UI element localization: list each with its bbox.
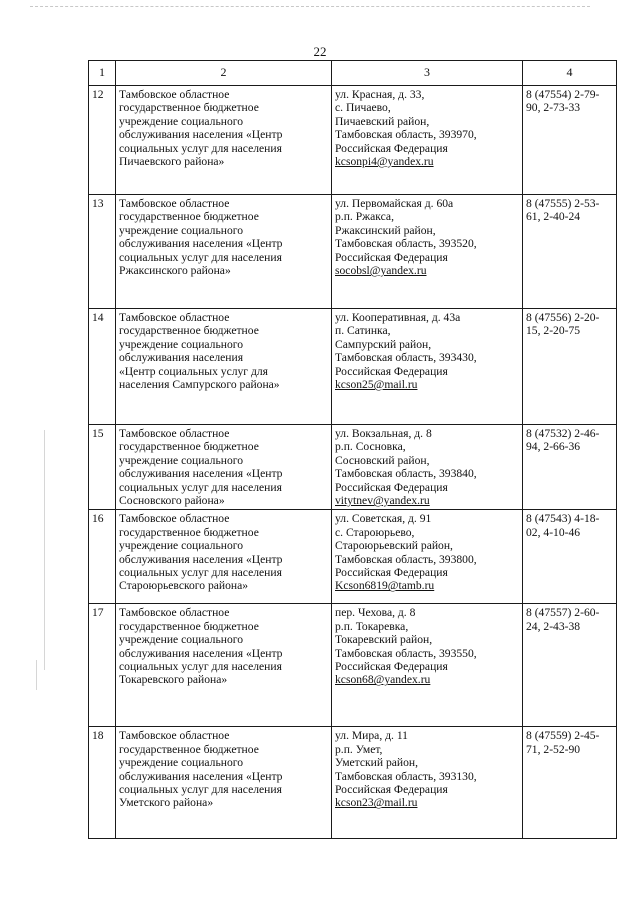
address-line: ул. Мира, д. 11	[335, 729, 408, 743]
email-link[interactable]: Kcson6819@tamb.ru	[335, 579, 435, 593]
organization-name	[116, 510, 332, 604]
address-line: Тамбовская область, 393520,	[335, 237, 477, 251]
organization-name-line: обслуживания населения «Центр	[119, 467, 283, 481]
email-link[interactable]: kcson25@mail.ru	[335, 378, 418, 392]
address-line: с. Староюрьево,	[335, 525, 415, 539]
scan-artifact-top-line	[30, 6, 590, 7]
table-header-row	[89, 61, 617, 86]
organization-name-line: Тамбовское областное	[119, 512, 230, 526]
row-number: 13	[89, 195, 116, 309]
address-line: Пичаевский район,	[335, 114, 430, 128]
organization-name	[116, 727, 332, 839]
address-line: Российская Федерация	[335, 660, 448, 674]
address-line: Российская Федерация	[335, 141, 448, 155]
scan-artifact-margin-line	[44, 430, 45, 670]
organization-name	[116, 309, 332, 425]
table-row	[89, 425, 617, 510]
organization-name-line: государственное бюджетное	[119, 440, 259, 454]
address-line: ул. Красная, д. 33,	[335, 88, 425, 101]
organization-name-line: Тамбовское областное	[119, 88, 230, 101]
address-line: Сосновский район,	[335, 453, 430, 467]
organization-name-line: государственное бюджетное	[119, 324, 259, 338]
address-line: Староюрьевский район,	[335, 539, 453, 553]
email-link[interactable]: socobsl@yandex.ru	[335, 264, 427, 278]
address-line: ул. Советская, д. 91	[335, 512, 432, 526]
phone-numbers: 8 (47543) 4-18-02, 4-10-46	[523, 510, 617, 604]
address-line: р.п. Сосновка,	[335, 440, 406, 454]
organization-name-line: обслуживания населения «Центр	[119, 552, 283, 566]
table-row	[89, 195, 617, 309]
address-line: Российская Федерация	[335, 364, 448, 378]
organization-name-line: учреждение социального	[119, 633, 244, 647]
organizations-table	[88, 60, 617, 839]
scan-artifact-margin-tick	[36, 660, 37, 690]
row-number: 16	[89, 510, 116, 604]
phone-numbers: 8 (47532) 2-46-94, 2-66-36	[523, 425, 617, 510]
table-row	[89, 309, 617, 425]
phone-numbers: 8 (47559) 2-45-71, 2-52-90	[523, 727, 617, 839]
organization-name-line: учреждение социального	[119, 756, 244, 770]
address-line: с. Пичаево,	[335, 101, 391, 115]
organization-name-line: обслуживания населения «Центр	[119, 128, 283, 142]
organization-name-line: обслуживания населения	[119, 351, 244, 365]
organization-name-line: государственное бюджетное	[119, 525, 259, 539]
email-link[interactable]: vitytnev@yandex.ru	[335, 494, 430, 508]
organization-address	[332, 425, 523, 510]
organization-name-line: социальных услуг для населения	[119, 660, 282, 674]
organization-name-line: государственное бюджетное	[119, 742, 259, 756]
organization-name	[116, 195, 332, 309]
email-link[interactable]: kcson23@mail.ru	[335, 796, 418, 810]
phone-numbers: 8 (47556) 2-20-15, 2-20-75	[523, 309, 617, 425]
row-number: 18	[89, 727, 116, 839]
email-link[interactable]: kcsonpi4@yandex.ru	[335, 155, 434, 169]
organization-name-line: социальных услуг для населения	[119, 250, 282, 264]
table-row	[89, 727, 617, 839]
address-line: Российская Федерация	[335, 480, 448, 494]
organization-name-line: Пичаевского района»	[119, 155, 225, 169]
email-link[interactable]: kcson68@yandex.ru	[335, 673, 431, 687]
organization-name-line: социальных услуг для населения	[119, 783, 282, 797]
organization-name-line: Тамбовское областное	[119, 311, 230, 324]
address-line: пер. Чехова, д. 8	[335, 606, 416, 620]
organization-name-line: государственное бюджетное	[119, 101, 259, 115]
organization-name-line: Сосновского района»	[119, 494, 225, 508]
address-line: Российская Федерация	[335, 566, 448, 580]
address-line: р.п. Токаревка,	[335, 619, 409, 633]
organization-name-line: обслуживания населения «Центр	[119, 769, 283, 783]
organization-name-line: социальных услуг для населения	[119, 141, 282, 155]
row-number: 12	[89, 86, 116, 195]
address-line: Российская Федерация	[335, 783, 448, 797]
organization-address	[332, 510, 523, 604]
address-line: Ржаксинский район,	[335, 223, 436, 237]
organization-name-line: государственное бюджетное	[119, 210, 259, 224]
organization-name-line: «Центр социальных услуг для	[119, 364, 268, 378]
organization-name-line: государственное бюджетное	[119, 619, 259, 633]
organization-name-line: социальных услуг для населения	[119, 566, 282, 580]
organization-name-line: Тамбовское областное	[119, 606, 230, 620]
organization-name-line: Токаревского района»	[119, 673, 228, 687]
table-row	[89, 604, 617, 727]
address-line: Тамбовская область, 393550,	[335, 646, 477, 660]
address-line: Российская Федерация	[335, 250, 448, 264]
organization-name-line: учреждение социального	[119, 337, 244, 351]
organization-name-line: социальных услуг для населения	[119, 480, 282, 494]
address-line: Тамбовская область, 393800,	[335, 552, 477, 566]
organization-name	[116, 604, 332, 727]
address-line: Сампурский район,	[335, 337, 432, 351]
address-line: п. Сатинка,	[335, 324, 391, 338]
table-row	[89, 86, 617, 195]
organization-address	[332, 604, 523, 727]
column-header-name: 2	[116, 61, 332, 86]
organization-name-line: учреждение социального	[119, 223, 244, 237]
address-line: р.п. Умет,	[335, 742, 383, 756]
column-header-number: 1	[89, 61, 116, 86]
address-line: Тамбовская область, 393970,	[335, 128, 477, 142]
organization-name-line: Уметского района»	[119, 796, 214, 810]
organization-name	[116, 425, 332, 510]
column-header-address: 3	[332, 61, 523, 86]
address-line: Уметский район,	[335, 756, 419, 770]
organization-name-line: учреждение социального	[119, 114, 244, 128]
page-number: 22	[313, 44, 327, 59]
organization-address	[332, 86, 523, 195]
row-number: 17	[89, 604, 116, 727]
address-line: Тамбовская область, 393430,	[335, 351, 477, 365]
row-number: 14	[89, 309, 116, 425]
address-line: Тамбовская область, 393840,	[335, 467, 477, 481]
organization-name-line: учреждение социального	[119, 453, 244, 467]
address-line: ул. Первомайская д. 60а	[335, 197, 454, 210]
column-header-phone: 4	[523, 61, 617, 86]
table-row	[89, 510, 617, 604]
address-line: ул. Вокзальная, д. 8	[335, 427, 432, 440]
row-number: 15	[89, 425, 116, 510]
organization-name-line: обслуживания населения «Центр	[119, 237, 283, 251]
phone-numbers: 8 (47557) 2-60-24, 2-43-38	[523, 604, 617, 727]
organization-name-line: обслуживания населения «Центр	[119, 646, 283, 660]
address-line: ул. Кооперативная, д. 43а	[335, 311, 461, 324]
organization-name-line: Тамбовское областное	[119, 197, 230, 210]
address-line: Токаревский район,	[335, 633, 433, 647]
organization-address	[332, 195, 523, 309]
address-line: р.п. Ржакса,	[335, 210, 394, 224]
phone-numbers: 8 (47555) 2-53-61, 2-40-24	[523, 195, 617, 309]
organization-name-line: Староюрьевского района»	[119, 579, 249, 593]
organization-name	[116, 86, 332, 195]
organization-name-line: Тамбовское областное	[119, 729, 230, 743]
organization-address	[332, 309, 523, 425]
address-line: Тамбовская область, 393130,	[335, 769, 477, 783]
organization-name-line: учреждение социального	[119, 539, 244, 553]
organization-name-line: Ржаксинского района»	[119, 264, 231, 278]
organization-name-line: Тамбовское областное	[119, 427, 230, 440]
phone-numbers: 8 (47554) 2-79-90, 2-73-33	[523, 86, 617, 195]
organization-name-line: населения Сампурского района»	[119, 378, 280, 392]
organization-address	[332, 727, 523, 839]
